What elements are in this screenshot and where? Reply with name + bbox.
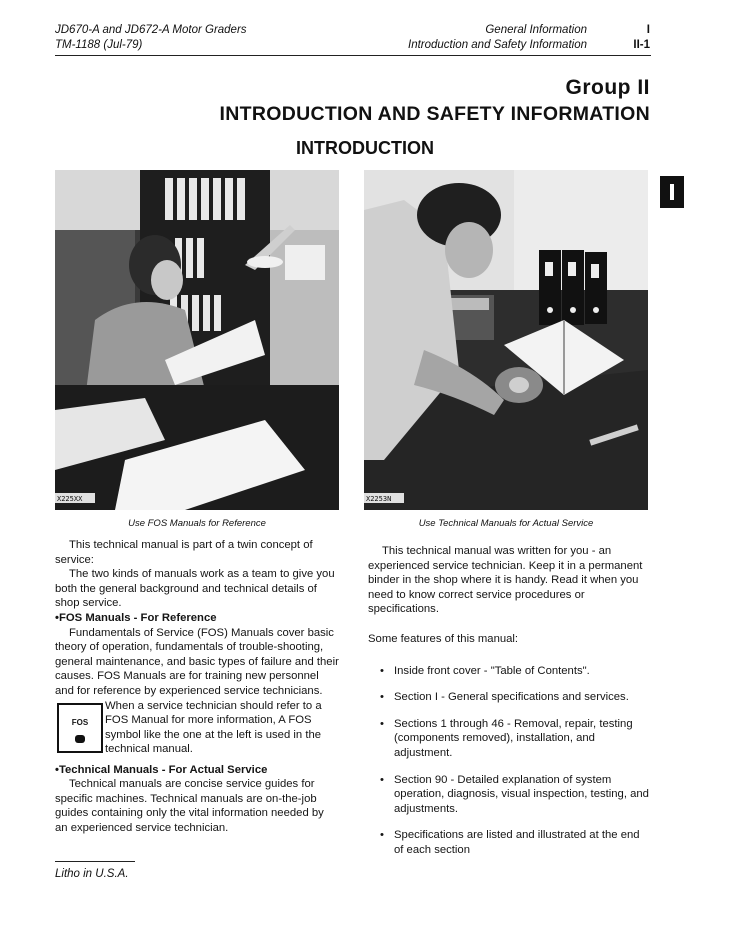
header-subsection: Introduction and Safety Information — [408, 39, 587, 51]
list-item: • Sections 1 through 46 - Removal, repair, testing (components removed), installation, and adjustment. — [380, 717, 633, 759]
list-item: • Specifications are listed and illustrated at the end of each section — [380, 829, 640, 856]
photo-code-right: X2253N — [366, 495, 392, 503]
fos-symbol — [57, 703, 103, 753]
section-title — [0, 138, 730, 159]
left-column — [55, 538, 339, 836]
footer-litho: Litho in U.S.A. — [55, 868, 129, 880]
header-section: General Information — [485, 24, 587, 36]
right-column — [368, 544, 650, 870]
caption-right: Use Technical Manuals for Actual Service — [418, 518, 594, 529]
fos-symbol-label: FOS — [71, 717, 89, 727]
paragraph-fos-description: Fundamentals of Service (FOS) Manuals cover basic theory of operation, fundamentals of trouble-shooting, general maintenance, and basic types of failure and their causes. FOS Manuals are for training new personnel and for reference by experienced service technicians. — [55, 626, 339, 697]
caption-left: Use FOS Manuals for Reference — [128, 518, 266, 529]
photo-technical-manuals — [364, 170, 648, 510]
fos-symbol-block — [55, 699, 339, 759]
paragraph-features: Some features of this manual: — [368, 632, 519, 645]
header-right — [600, 23, 650, 53]
heading-fos-manuals: •FOS Manuals - For Reference — [55, 611, 217, 624]
header-manual-number: TM-1188 (Jul-79) — [55, 39, 143, 51]
header-center — [380, 23, 587, 53]
photo-code-left: X225XX — [57, 495, 83, 503]
page-title: INTRODUCTION AND SAFETY INFORMATION — [219, 103, 650, 125]
paragraph-written-for-you: This technical manual was written for you - an experienced service technician. Keep it in a permanent binder in the shop where it is handy. Read it when you need to know correct service procedures or specifications. — [368, 545, 643, 616]
list-item: • Section I - General specifications and services. — [380, 691, 629, 704]
fos-symbol-mark-icon — [75, 735, 85, 743]
heading-technical-manuals: •Technical Manuals - For Actual Service — [55, 763, 268, 776]
group-title: Group II — [565, 76, 650, 99]
list-item: • Inside front cover - "Table of Contents". — [380, 664, 590, 677]
list-item: • Section 90 - Detailed explanation of system operation, diagnosis, visual inspection, testing, and adjustments. — [380, 773, 649, 815]
paragraph-fos-symbol: When a service technician should refer to a FOS Manual for more information, A FOS symbol like the one at the left is used in the technical manual. — [105, 699, 322, 756]
header-rule — [55, 55, 651, 56]
header-section-number: I — [646, 24, 650, 36]
header-page-number: II-1 — [633, 39, 650, 51]
paragraph-two-kinds: The two kinds of manuals work as a team to give you both the general background and technical details of shop service. — [55, 568, 335, 610]
technician-repair-illustration — [364, 170, 648, 510]
photo-fos-manuals — [55, 170, 339, 510]
paragraph-technical-manuals: Technical manuals are concise service guides for specific machines. Technical manuals are on-the-job guides containing only the vital information needed by an experienced service technician. — [55, 778, 324, 834]
footer-rule — [55, 861, 135, 862]
technician-reading-illustration — [55, 170, 339, 510]
section-tab-marker — [660, 176, 684, 208]
header-left — [55, 23, 247, 53]
paragraph-twin-concept: This technical manual is part of a twin concept of service: — [55, 539, 313, 566]
header-manual-title: JD670-A and JD672-A Motor Graders — [55, 24, 247, 36]
section-title-text: INTRODUCTION — [296, 138, 434, 158]
